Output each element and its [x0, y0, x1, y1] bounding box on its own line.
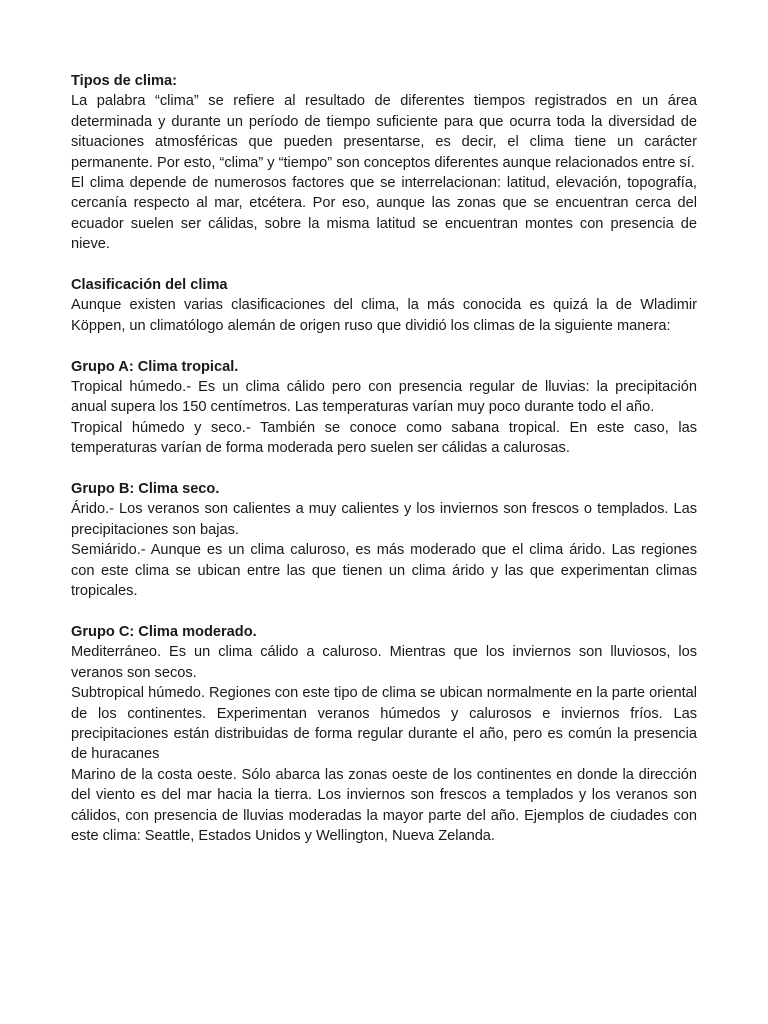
- section-heading: Tipos de clima:: [71, 73, 177, 89]
- paragraph: El clima depende de numerosos factores que se interrelacionan: latitud, elevación, topografía, cercanía respecto al mar, etcétera. Por eso, aunque las zonas que se encuentran cerca del ecuador suelen ser cálidas, sobre la misma latitud se encuentran montes con presencia de nieve.: [71, 175, 697, 253]
- section-clasificacion-del-clima: [71, 275, 697, 336]
- section-grupo-b: [71, 479, 697, 601]
- paragraph: Mediterráneo. Es un clima cálido a caluroso. Mientras que los inviernos son lluviosos, los veranos son secos.: [71, 644, 697, 681]
- paragraph: Árido.- Los veranos son calientes a muy calientes y los inviernos son frescos o templados. Las precipitaciones son bajas.: [71, 501, 697, 538]
- paragraph: La palabra “clima” se refiere al resultado de diferentes tiempos registrados en un área determinada y durante un período de tiempo suficiente para que ocurra toda la diversidad de situaciones atmosféricas que pueden presentarse, es decir, el clima tiene un carácter permanente. Por esto, “clima” y “tiempo” son conceptos diferentes aunque relacionados entre sí.: [71, 93, 697, 171]
- section-heading: Clasificación del clima: [71, 277, 228, 294]
- paragraph: Tropical húmedo y seco.- También se conoce como sabana tropical. En este caso, las temperaturas varían de forma moderada pero suelen ser cálidas a calurosas.: [71, 419, 697, 457]
- section-heading: Grupo B: Clima seco.: [71, 481, 220, 498]
- paragraph: Marino de la costa oeste. Sólo abarca las zonas oeste de los continentes en donde la dirección del viento es del mar hacia la tierra. Los inviernos son frescos a templados y los veranos son cálidos, con presencia de lluvias moderadas la mayor parte del año. Ejemplos de ciudades con este clima: Seattle, Estados Unidos y Wellington, Nueva Zelanda.: [71, 766, 697, 844]
- paragraph: Aunque existen varias clasificaciones del clima, la más conocida es quizá la de Wladimir Köppen, un climatólogo alemán de origen ruso que dividió los climas de la siguiente manera:: [71, 297, 697, 334]
- paragraph: Subtropical húmedo. Regiones con este tipo de clima se ubican normalmente en la parte oriental de los continentes. Experimentan veranos húmedos y calurosos e inviernos fríos. Las precipitaciones están distribuidas de forma regular durante el año, pero es común la presencia de huracanes: [71, 685, 697, 763]
- section-grupo-c: [71, 622, 697, 846]
- section-heading: Grupo C: Clima moderado.: [71, 623, 257, 640]
- paragraph: Tropical húmedo.- Es un clima cálido pero con presencia regular de lluvias: la precipitación anual supera los 150 centímetros. Las temperaturas varían muy poco durante todo el año.: [71, 379, 697, 416]
- document-page: [71, 71, 697, 867]
- section-tipos-de-clima: [71, 71, 697, 255]
- section-heading: Grupo A: Clima tropical.: [71, 358, 239, 375]
- section-grupo-a: [71, 357, 697, 459]
- paragraph: Semiárido.- Aunque es un clima caluroso, es más moderado que el clima árido. Las regiones con este clima se ubican entre las que tienen un clima árido y las que experimentan climas tropicales.: [71, 542, 697, 600]
